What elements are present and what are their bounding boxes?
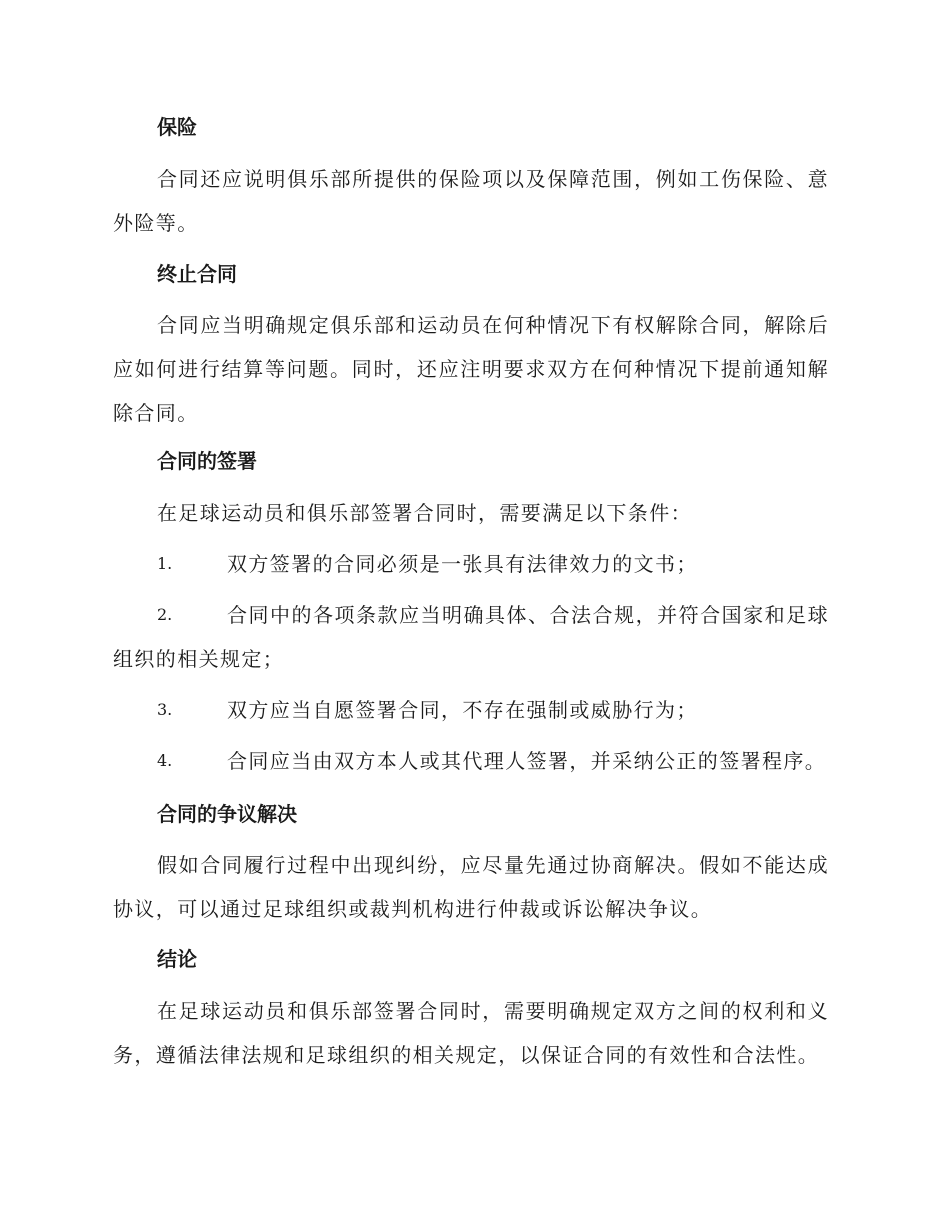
paragraph-signing-intro: 在足球运动员和俱乐部签署合同时，需要满足以下条件： bbox=[157, 501, 692, 525]
list-item-number: 3. bbox=[157, 700, 173, 719]
section-heading-insurance: 保险 bbox=[157, 115, 197, 139]
list-item-number: 1. bbox=[157, 554, 173, 573]
list-item bbox=[113, 542, 829, 586]
list-item-text: 双方应当自愿签署合同，不存在强制或威胁行为； bbox=[227, 698, 698, 722]
list-item bbox=[113, 739, 829, 783]
list-item-text: 合同应当由双方本人或其代理人签署，并采纳公正的签署程序。 bbox=[227, 749, 827, 773]
list-item-text: 合同中的各项条款应当明确具体、合法合规，并符合国家和足球组织的相关规定； bbox=[113, 603, 829, 671]
list-item-number: 4. bbox=[157, 751, 173, 770]
paragraph-termination: 合同应当明确规定俱乐部和运动员在何种情况下有权解除合同，解除后应如何进行结算等问题。同时，还应注明要求双方在何种情况下提前通知解除合同。 bbox=[113, 313, 829, 425]
section-heading-dispute: 合同的争议解决 bbox=[157, 802, 297, 826]
section-heading-conclusion: 结论 bbox=[157, 947, 197, 971]
list-item bbox=[113, 593, 829, 681]
paragraph-dispute: 假如合同履行过程中出现纠纷，应尽量先通过协商解决。假如不能达成协议，可以通过足球组织或裁判机构进行仲裁或诉讼解决争议。 bbox=[113, 853, 829, 921]
list-item bbox=[113, 688, 829, 732]
paragraph-conclusion: 在足球运动员和俱乐部签署合同时，需要明确规定双方之间的权利和义务，遵循法律法规和足球组织的相关规定，以保证合同的有效性和合法性。 bbox=[113, 999, 829, 1067]
paragraph-insurance: 合同还应说明俱乐部所提供的保险项以及保障范围，例如工伤保险、意外险等。 bbox=[113, 167, 829, 235]
list-item-number: 2. bbox=[157, 605, 173, 624]
list-item-text: 双方签署的合同必须是一张具有法律效力的文书； bbox=[227, 552, 698, 576]
section-heading-signing: 合同的签署 bbox=[157, 449, 257, 473]
section-heading-termination: 终止合同 bbox=[157, 262, 237, 286]
